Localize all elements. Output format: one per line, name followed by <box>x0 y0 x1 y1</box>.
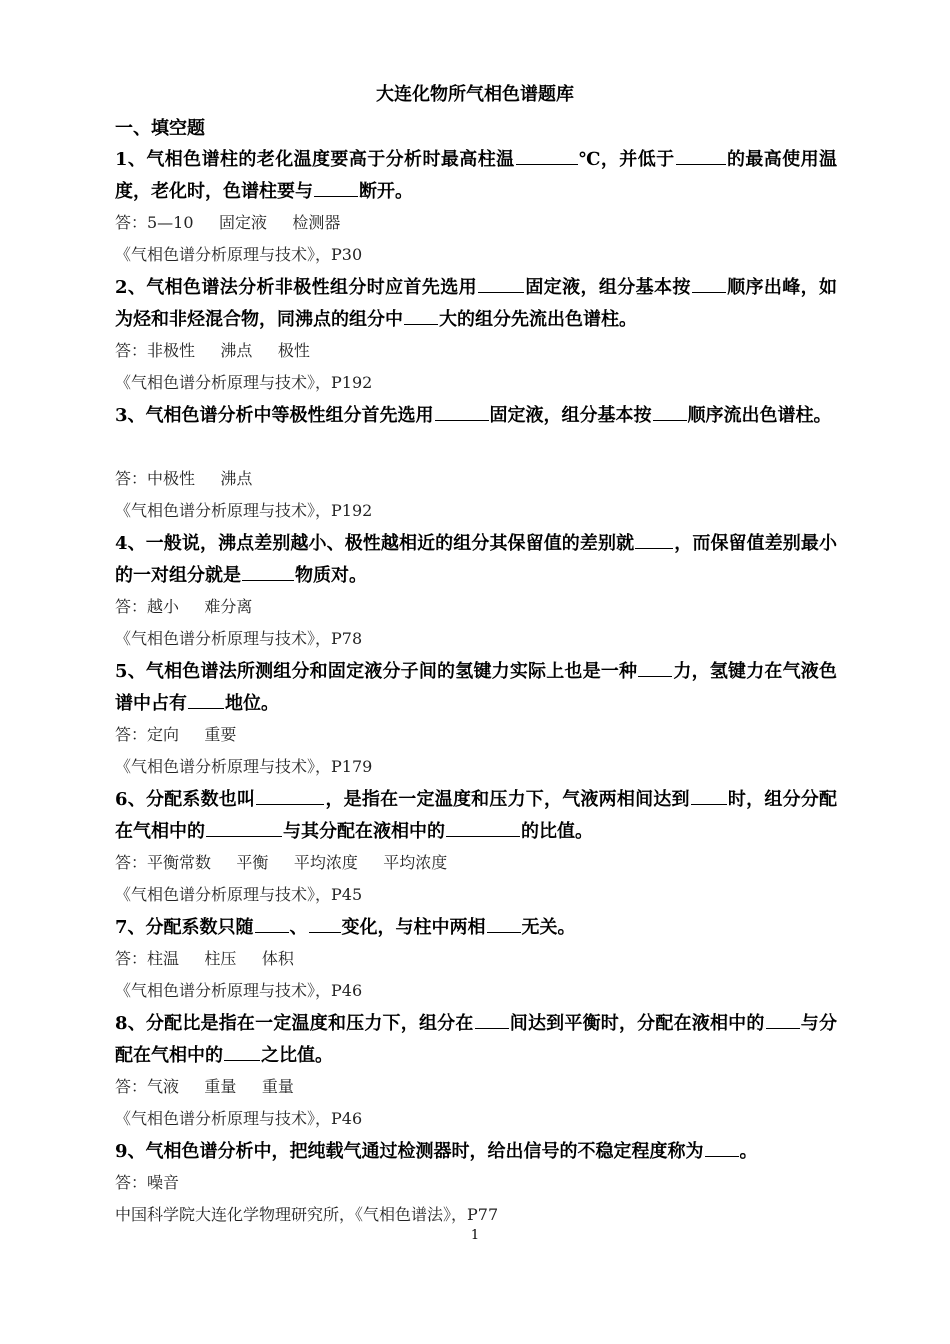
question-text: 地位。 <box>225 693 279 714</box>
answer-blank <box>691 788 727 805</box>
question-text: 顺序流出色谱柱。 <box>687 405 832 426</box>
question-text: 5、气相色谱法所测组分和固定液分子间的氢键力实际上也是一种 <box>115 661 638 682</box>
question-4 <box>115 528 837 592</box>
question-text: 2、气相色谱法分析非极性组分时应首先选用 <box>115 277 478 298</box>
answer-blank <box>475 1012 509 1029</box>
question-text: 的比值。 <box>521 821 593 842</box>
answer-blank <box>206 820 282 837</box>
reference-line: 《气相色谱分析原理与技术》，P78 <box>115 629 363 648</box>
question-text: 3、气相色谱分析中等极性组分首先选用 <box>115 405 434 426</box>
question-text: 4、一般说，沸点差别越小、极性越相近的组分其保留值的差别就 <box>115 533 635 554</box>
answer-blank <box>638 660 672 677</box>
question-text: 。 <box>739 1141 758 1162</box>
question-text: 时，组分分配在气相中的 <box>115 789 837 842</box>
answer-blank <box>255 916 289 933</box>
section-heading: 一、填空题 <box>115 118 205 139</box>
answer-blank <box>224 1044 260 1061</box>
question-text: 力，氢键力在气液色谱中占有 <box>115 661 838 714</box>
reference-line: 《气相色谱分析原理与技术》，P46 <box>115 981 363 1000</box>
question-text: 变化，与柱中两相 <box>341 917 486 938</box>
reference-line: 中国科学院大连化学物理研究所，《气相色谱法》，P77 <box>115 1205 499 1224</box>
question-text: ，而保留值差别最小的一对组分就是 <box>115 533 837 586</box>
answer-line: 答：非极性 沸点 极性 <box>115 341 310 360</box>
answer-blank <box>516 148 578 165</box>
answer-blank <box>314 180 358 197</box>
answer-blank <box>487 916 521 933</box>
question-2 <box>115 272 837 336</box>
question-text: 固定液，组分基本按 <box>489 405 652 426</box>
question-text: 、 <box>289 917 308 938</box>
question-text: 之比值。 <box>261 1045 333 1066</box>
answer-blank <box>309 916 341 933</box>
question-text: 大的组分先流出色谱柱。 <box>439 309 637 330</box>
reference-line: 《气相色谱分析原理与技术》，P179 <box>115 757 373 776</box>
page-title: 大连化物所气相色谱题库 <box>376 84 574 105</box>
question-text: 固定液，组分基本按 <box>525 277 691 298</box>
answer-line: 答：柱温 柱压 体积 <box>115 949 294 968</box>
question-text: 6、分配系数也叫 <box>115 789 256 810</box>
reference-line: 《气相色谱分析原理与技术》，P192 <box>115 501 373 520</box>
question-text: 无关。 <box>521 917 576 938</box>
question-5 <box>115 656 837 720</box>
answer-blank <box>188 692 224 709</box>
answer-blank <box>766 1012 800 1029</box>
answer-blank <box>256 788 324 805</box>
reference-line: 《气相色谱分析原理与技术》，P192 <box>115 373 373 392</box>
question-text: 的最高使用温度，老化时，色谱柱要与 <box>115 149 837 202</box>
answer-line: 答：平衡常数 平衡 平均浓度 平均浓度 <box>115 853 448 872</box>
answer-line: 答：气液 重量 重量 <box>115 1077 294 1096</box>
question-text: 8、分配比是指在一定温度和压力下，组分在 <box>115 1013 474 1034</box>
answer-blank <box>635 532 673 549</box>
answer-blank <box>692 276 726 293</box>
answer-line: 答：定向 重要 <box>115 725 237 744</box>
question-3 <box>115 400 837 432</box>
answer-blank <box>705 1140 739 1157</box>
question-text: 断开。 <box>359 181 413 202</box>
question-text: 与分配在气相中的 <box>115 1013 837 1066</box>
answer-blank <box>435 404 489 421</box>
answer-blank <box>676 148 726 165</box>
reference-line: 《气相色谱分析原理与技术》，P46 <box>115 1109 363 1128</box>
answer-blank <box>242 564 294 581</box>
question-text: 物质对。 <box>295 565 367 586</box>
question-text: 7、分配系数只随 <box>115 917 254 938</box>
question-1 <box>115 144 837 208</box>
question-text: ℃，并低于 <box>578 149 675 170</box>
question-text: 间达到平衡时，分配在液相中的 <box>509 1013 765 1034</box>
reference-line: 《气相色谱分析原理与技术》，P30 <box>115 245 363 264</box>
question-7 <box>115 912 837 944</box>
reference-line: 《气相色谱分析原理与技术》，P45 <box>115 885 363 904</box>
answer-blank <box>446 820 520 837</box>
question-text: 9、气相色谱分析中，把纯载气通过检测器时，给出信号的不稳定程度称为 <box>115 1141 704 1162</box>
answer-blank <box>478 276 524 293</box>
answer-blank <box>653 404 687 421</box>
question-text: ，是指在一定温度和压力下，气液两相间达到 <box>325 789 690 810</box>
question-9 <box>115 1136 837 1168</box>
question-6 <box>115 784 837 848</box>
page-number: 1 <box>470 1228 480 1243</box>
answer-line: 答：5—10 固定液 检测器 <box>115 213 341 232</box>
question-8 <box>115 1008 837 1072</box>
question-text: 顺序出峰，如为烃和非烃混合物，同沸点的组分中 <box>115 277 838 330</box>
answer-line: 答：越小 难分离 <box>115 597 253 616</box>
answer-line: 答：噪音 <box>115 1173 180 1192</box>
question-text: 与其分配在液相中的 <box>283 821 445 842</box>
question-text: 1、气相色谱柱的老化温度要高于分析时最高柱温 <box>115 149 515 170</box>
answer-line: 答：中极性 沸点 <box>115 469 253 488</box>
answer-blank <box>404 308 438 325</box>
